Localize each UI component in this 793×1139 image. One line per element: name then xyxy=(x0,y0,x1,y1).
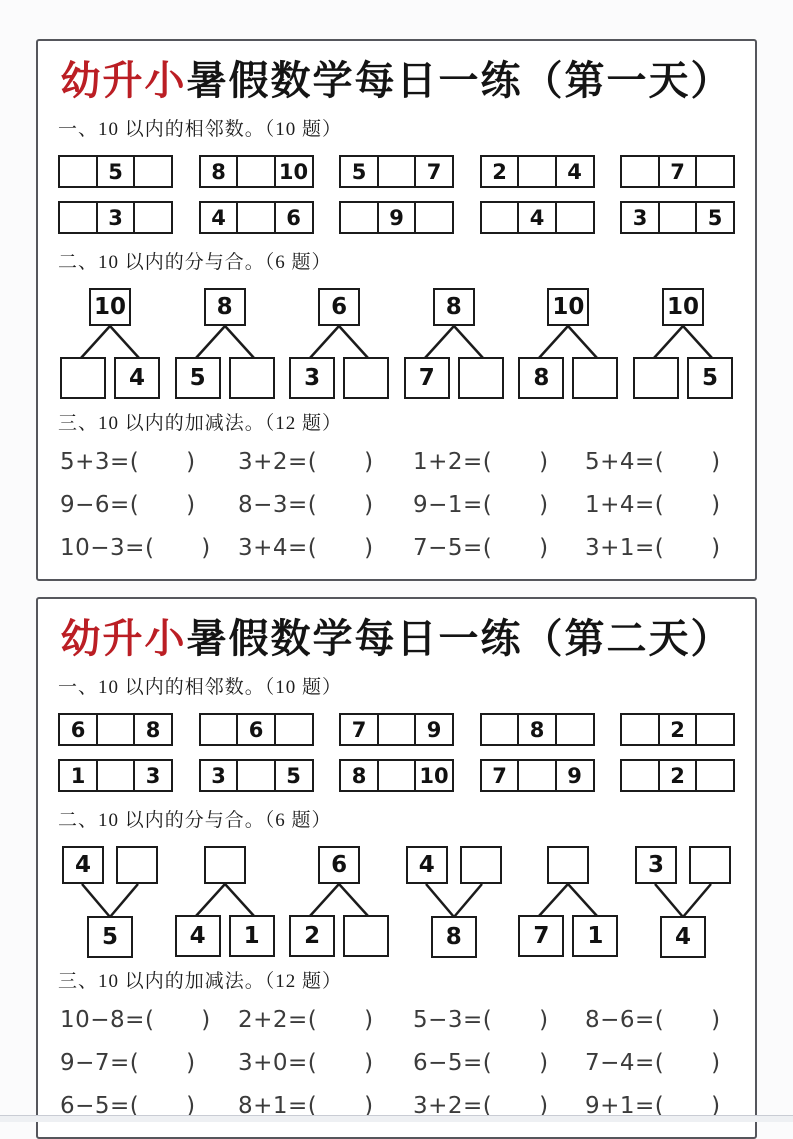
answer-cell[interactable] xyxy=(58,201,98,234)
number-cell: 9 xyxy=(377,201,417,234)
neighbor-box-group xyxy=(480,713,595,746)
number-cell: 1 xyxy=(58,759,98,792)
number-cell: 6 xyxy=(274,201,314,234)
answer-cell[interactable] xyxy=(343,915,389,957)
equation: 3+0=( ) xyxy=(238,1050,413,1076)
number-cell: 6 xyxy=(318,846,360,884)
number-cell: 3 xyxy=(635,846,677,884)
number-cell: 2 xyxy=(658,713,698,746)
number-bond-split xyxy=(518,846,618,958)
number-cell: 4 xyxy=(406,846,448,884)
equation: 1+4=( ) xyxy=(585,492,737,518)
neighbor-box-group xyxy=(58,155,173,188)
number-cell: 4 xyxy=(114,357,160,399)
day1-panel xyxy=(36,39,757,581)
neighbor-box-group xyxy=(480,201,595,234)
answer-cell[interactable] xyxy=(695,759,735,792)
equation: 9−7=( ) xyxy=(60,1050,238,1076)
equation: 3+2=( ) xyxy=(413,1093,585,1119)
answer-cell[interactable] xyxy=(689,846,731,884)
day1-tree-row xyxy=(60,288,733,400)
neighbor-row xyxy=(58,201,735,234)
answer-cell[interactable] xyxy=(133,155,173,188)
neighbor-box-group xyxy=(620,155,735,188)
answer-cell[interactable] xyxy=(517,759,557,792)
number-cell: 7 xyxy=(404,357,450,399)
answer-cell[interactable] xyxy=(377,759,417,792)
number-bond-split xyxy=(404,288,504,400)
day2-tree-row xyxy=(60,846,733,958)
number-bond-merge xyxy=(633,846,733,958)
day1-title xyxy=(56,49,737,106)
number-cell: 8 xyxy=(433,288,475,326)
title-text: 暑假数学每日一练（第二天） xyxy=(187,616,733,661)
answer-cell[interactable] xyxy=(695,155,735,188)
number-cell: 1 xyxy=(572,915,618,957)
answer-cell[interactable] xyxy=(547,846,589,884)
answer-cell[interactable] xyxy=(58,155,98,188)
number-cell: 6 xyxy=(58,713,98,746)
answer-cell[interactable] xyxy=(96,759,136,792)
number-cell: 8 xyxy=(517,713,557,746)
number-bond-split xyxy=(175,288,275,400)
number-cell: 4 xyxy=(62,846,104,884)
answer-cell[interactable] xyxy=(199,713,239,746)
number-cell: 8 xyxy=(133,713,173,746)
number-cell: 1 xyxy=(229,915,275,957)
number-cell: 5 xyxy=(87,916,133,958)
day2-section1-heading: 一、10 以内的相邻数。（10 题） xyxy=(58,672,735,699)
day2-section3-heading: 三、10 以内的加减法。（12 题） xyxy=(58,966,735,993)
day2-panel xyxy=(36,597,757,1139)
equation: 8−6=( ) xyxy=(585,1007,737,1033)
answer-cell[interactable] xyxy=(460,846,502,884)
number-bond-split xyxy=(289,288,389,400)
number-cell: 3 xyxy=(133,759,173,792)
neighbor-box-group xyxy=(339,201,454,234)
equation: 8+1=( ) xyxy=(238,1093,413,1119)
number-cell: 5 xyxy=(274,759,314,792)
number-cell: 2 xyxy=(480,155,520,188)
answer-cell[interactable] xyxy=(236,155,276,188)
equation: 10−8=( ) xyxy=(60,1007,238,1033)
equation: 10−3=( ) xyxy=(60,535,238,561)
number-cell: 7 xyxy=(658,155,698,188)
day1-neighbor-grid xyxy=(56,155,737,234)
number-cell: 10 xyxy=(547,288,589,326)
title-brand: 幼升小 xyxy=(61,58,187,103)
number-cell: 5 xyxy=(687,357,733,399)
number-bond-split xyxy=(289,846,389,958)
number-cell: 9 xyxy=(414,713,454,746)
answer-cell[interactable] xyxy=(414,201,454,234)
number-cell: 7 xyxy=(518,915,564,957)
answer-cell[interactable] xyxy=(633,357,679,399)
equation: 7−4=( ) xyxy=(585,1050,737,1076)
number-cell: 8 xyxy=(199,155,239,188)
number-bond-split xyxy=(633,288,733,400)
number-cell: 4 xyxy=(199,201,239,234)
equation: 9−6=( ) xyxy=(60,492,238,518)
page-bottom-edge xyxy=(0,1115,793,1122)
day2-equation-grid xyxy=(56,1007,737,1119)
equation: 7−5=( ) xyxy=(413,535,585,561)
number-cell: 5 xyxy=(96,155,136,188)
number-cell: 8 xyxy=(431,916,477,958)
day1-section3-heading: 三、10 以内的加减法。（12 题） xyxy=(58,408,735,435)
answer-cell[interactable] xyxy=(116,846,158,884)
day2-title xyxy=(56,607,737,664)
equation: 5+3=( ) xyxy=(60,449,238,475)
answer-cell[interactable] xyxy=(620,713,660,746)
neighbor-row xyxy=(58,713,735,746)
equation: 5−3=( ) xyxy=(413,1007,585,1033)
neighbor-box-group xyxy=(58,759,173,792)
neighbor-box-group xyxy=(58,201,173,234)
answer-cell[interactable] xyxy=(96,713,136,746)
number-cell: 9 xyxy=(555,759,595,792)
neighbor-box-group xyxy=(199,713,314,746)
number-cell: 10 xyxy=(414,759,454,792)
answer-cell[interactable] xyxy=(458,357,504,399)
day1-section2-heading: 二、10 以内的分与合。（6 题） xyxy=(58,247,735,274)
number-bond-split xyxy=(175,846,275,958)
answer-cell[interactable] xyxy=(555,713,595,746)
neighbor-box-group xyxy=(339,155,454,188)
number-cell: 3 xyxy=(289,357,335,399)
number-cell: 7 xyxy=(414,155,454,188)
answer-cell[interactable] xyxy=(274,713,314,746)
answer-cell[interactable] xyxy=(204,846,246,884)
number-cell: 3 xyxy=(199,759,239,792)
neighbor-box-group xyxy=(339,713,454,746)
number-bond-split xyxy=(60,288,160,400)
equation: 2+2=( ) xyxy=(238,1007,413,1033)
answer-cell[interactable] xyxy=(339,201,379,234)
number-cell: 2 xyxy=(289,915,335,957)
answer-cell[interactable] xyxy=(695,713,735,746)
number-bond-split xyxy=(518,288,618,400)
neighbor-box-group xyxy=(199,201,314,234)
answer-cell[interactable] xyxy=(60,357,106,399)
day2-section2-heading: 二、10 以内的分与合。（6 题） xyxy=(58,805,735,832)
equation: 3+4=( ) xyxy=(238,535,413,561)
day2-neighbor-grid xyxy=(56,713,737,792)
number-cell: 6 xyxy=(236,713,276,746)
neighbor-box-group xyxy=(199,759,314,792)
number-cell: 5 xyxy=(175,357,221,399)
number-cell: 10 xyxy=(662,288,704,326)
day1-equation-grid xyxy=(56,449,737,561)
number-cell: 5 xyxy=(695,201,735,234)
answer-cell[interactable] xyxy=(480,201,520,234)
number-cell: 7 xyxy=(339,713,379,746)
neighbor-box-group xyxy=(480,759,595,792)
equation: 6−5=( ) xyxy=(60,1093,238,1119)
neighbor-box-group xyxy=(620,759,735,792)
neighbor-box-group xyxy=(620,201,735,234)
answer-cell[interactable] xyxy=(377,155,417,188)
number-bond-merge xyxy=(404,846,504,958)
neighbor-box-group xyxy=(620,713,735,746)
number-cell: 8 xyxy=(518,357,564,399)
number-cell: 8 xyxy=(204,288,246,326)
answer-cell[interactable] xyxy=(620,759,660,792)
neighbor-box-group xyxy=(480,155,595,188)
number-cell: 10 xyxy=(89,288,131,326)
answer-cell[interactable] xyxy=(236,759,276,792)
number-cell: 2 xyxy=(658,759,698,792)
number-cell: 4 xyxy=(175,915,221,957)
title-brand: 幼升小 xyxy=(61,616,187,661)
number-cell: 6 xyxy=(318,288,360,326)
equation: 3+1=( ) xyxy=(585,535,737,561)
answer-cell[interactable] xyxy=(133,201,173,234)
equation: 6−5=( ) xyxy=(413,1050,585,1076)
number-bond-merge xyxy=(60,846,160,958)
equation: 9+1=( ) xyxy=(585,1093,737,1119)
answer-cell[interactable] xyxy=(620,155,660,188)
answer-cell[interactable] xyxy=(658,201,698,234)
number-cell: 7 xyxy=(480,759,520,792)
neighbor-row xyxy=(58,759,735,792)
title-text: 暑假数学每日一练（第一天） xyxy=(187,58,733,103)
equation: 8−3=( ) xyxy=(238,492,413,518)
equation: 9−1=( ) xyxy=(413,492,585,518)
number-cell: 3 xyxy=(620,201,660,234)
number-cell: 8 xyxy=(339,759,379,792)
equation: 1+2=( ) xyxy=(413,449,585,475)
neighbor-box-group xyxy=(339,759,454,792)
number-cell: 5 xyxy=(339,155,379,188)
number-cell: 3 xyxy=(96,201,136,234)
answer-cell[interactable] xyxy=(229,357,275,399)
number-cell: 4 xyxy=(517,201,557,234)
answer-cell[interactable] xyxy=(480,713,520,746)
answer-cell[interactable] xyxy=(236,201,276,234)
neighbor-box-group xyxy=(58,713,173,746)
number-cell: 4 xyxy=(555,155,595,188)
day1-section1-heading: 一、10 以内的相邻数。（10 题） xyxy=(58,114,735,141)
answer-cell[interactable] xyxy=(572,357,618,399)
neighbor-box-group xyxy=(199,155,314,188)
neighbor-row xyxy=(58,155,735,188)
number-cell: 10 xyxy=(274,155,314,188)
equation: 3+2=( ) xyxy=(238,449,413,475)
answer-cell[interactable] xyxy=(517,155,557,188)
answer-cell[interactable] xyxy=(343,357,389,399)
equation: 5+4=( ) xyxy=(585,449,737,475)
answer-cell[interactable] xyxy=(555,201,595,234)
number-cell: 4 xyxy=(660,916,706,958)
answer-cell[interactable] xyxy=(377,713,417,746)
